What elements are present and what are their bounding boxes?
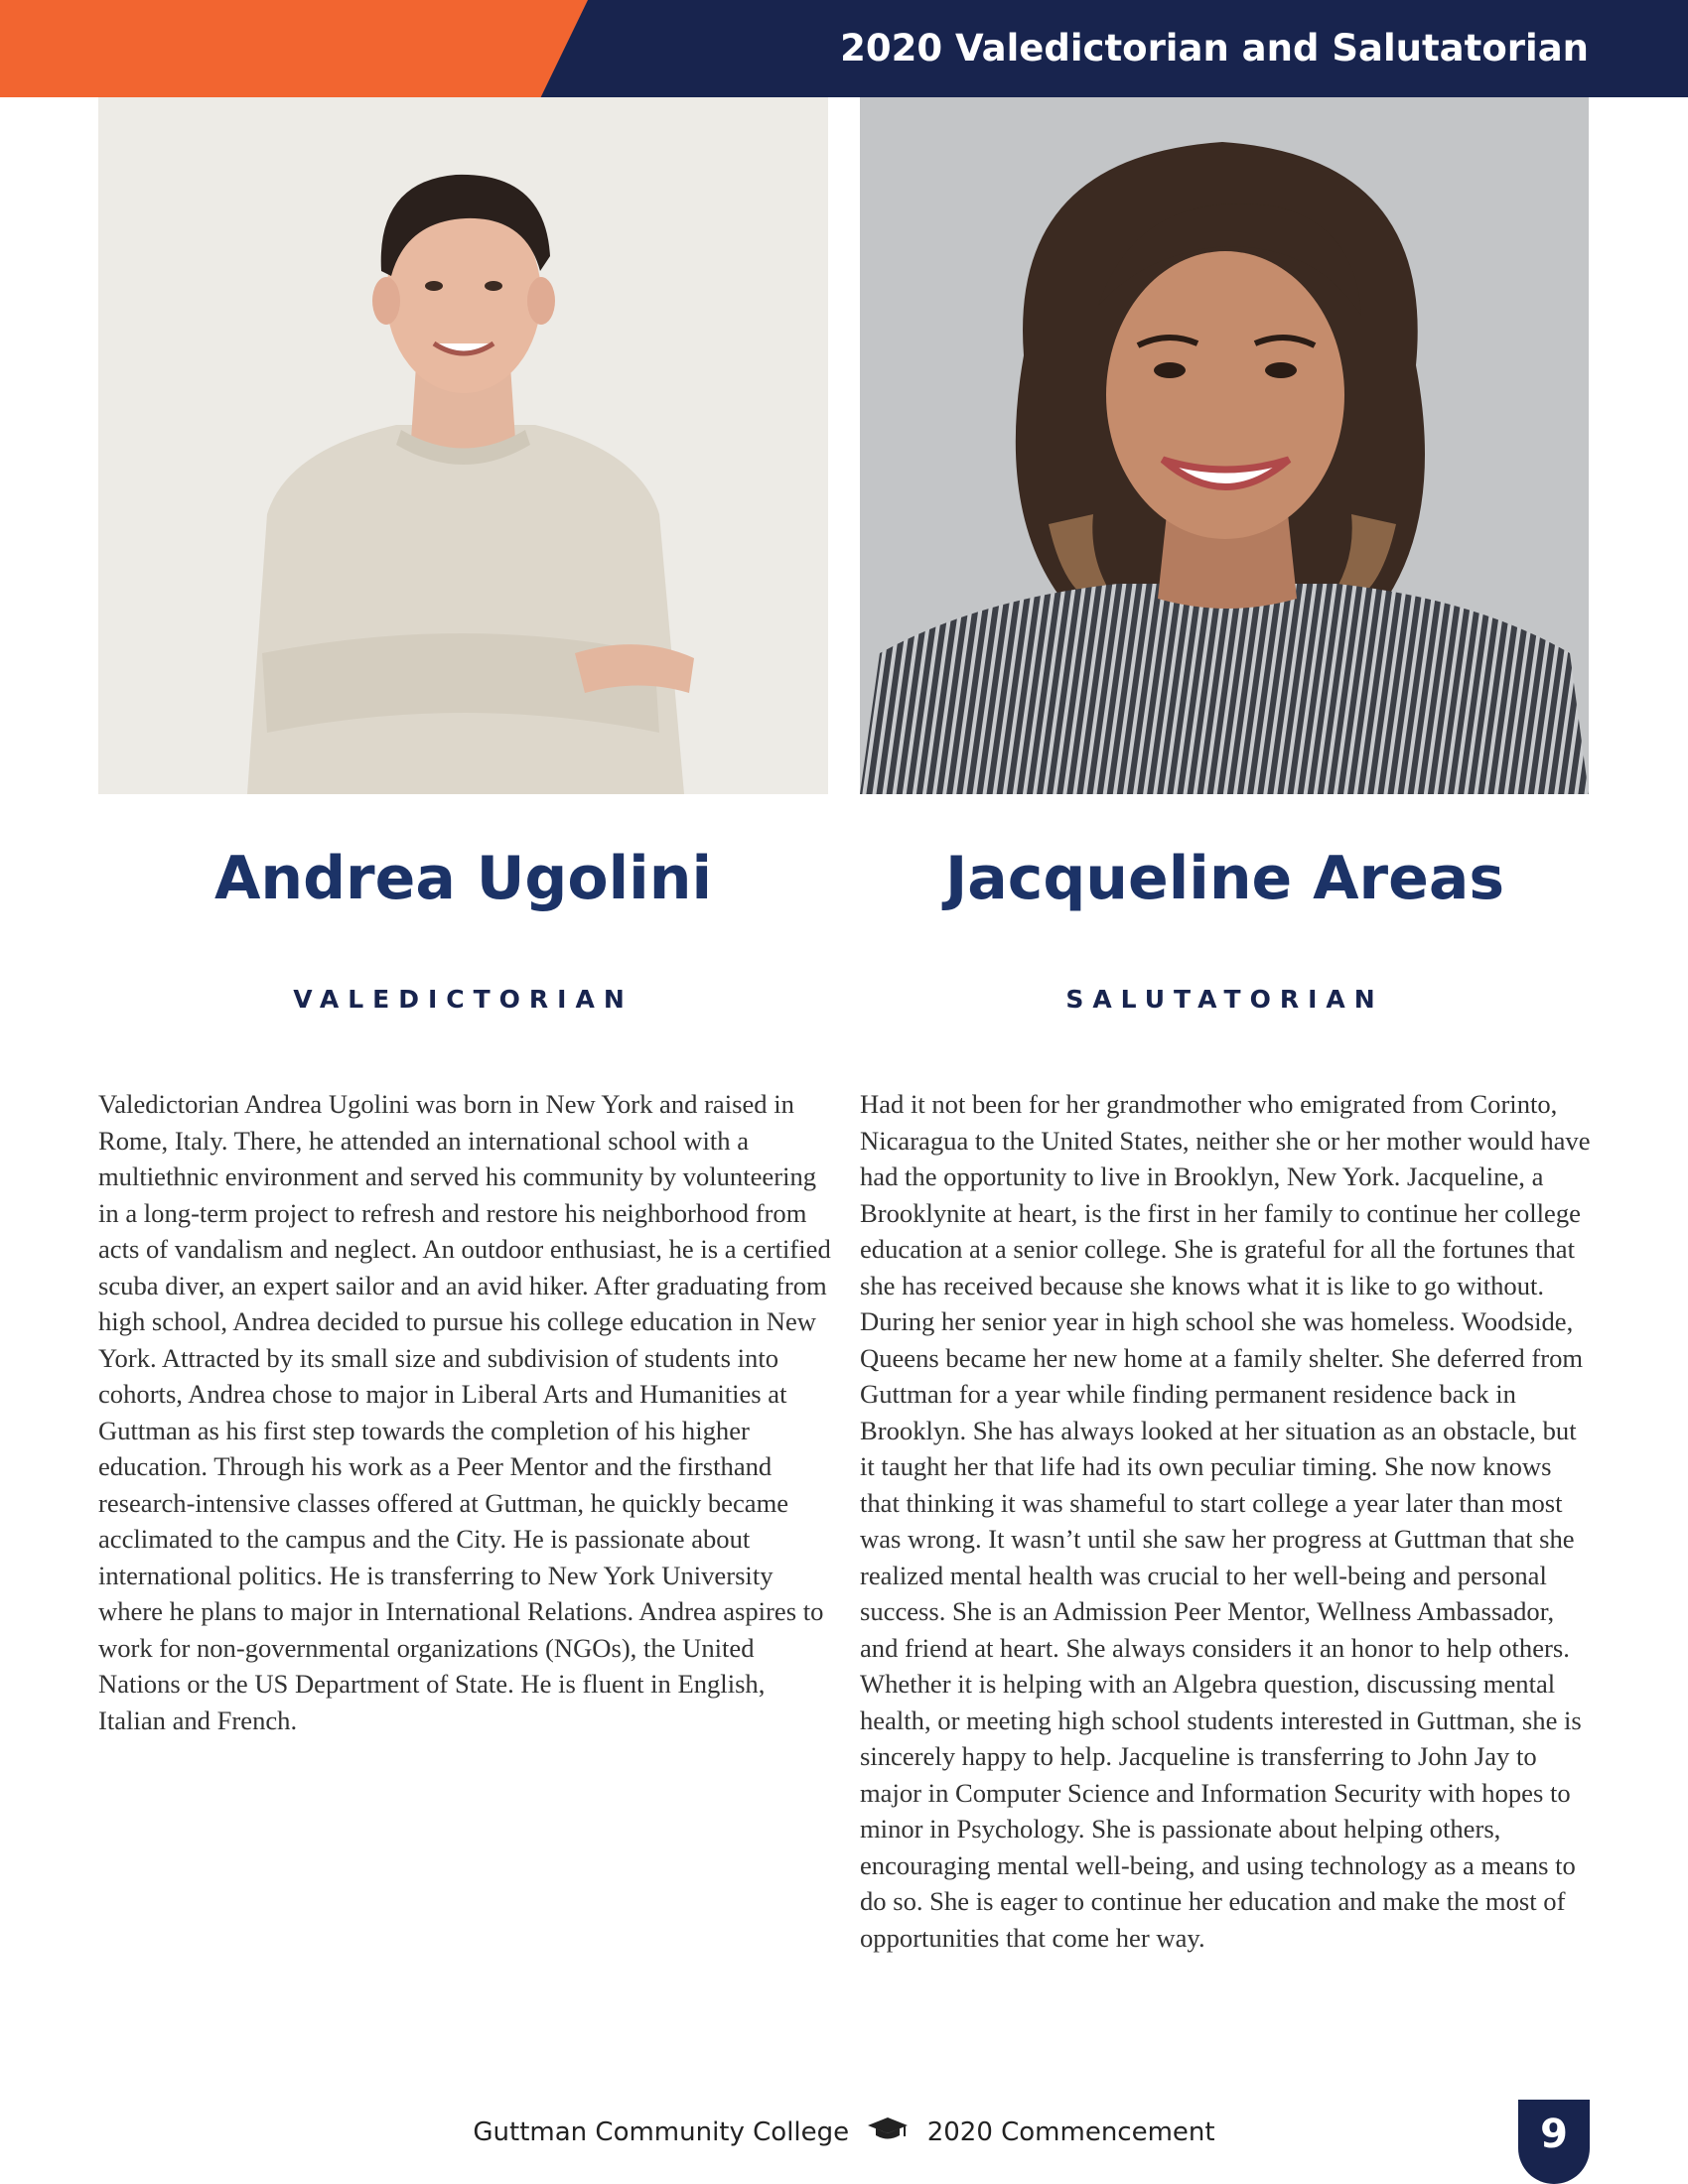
page-title: 2020 Valedictorian and Salutatorian — [840, 27, 1589, 69]
header-accent — [0, 0, 588, 97]
valedictorian-role: VALEDICTORIAN — [293, 985, 633, 1014]
footer — [0, 2113, 1688, 2153]
salutatorian-role: SALUTATORIAN — [1065, 985, 1384, 1014]
graduation-cap-icon — [867, 2114, 909, 2153]
andrea-photo — [98, 97, 828, 794]
footer-college: Guttman Community College — [473, 2117, 850, 2147]
valedictorian-bio: Valedictorian Andrea Ugolini was born in New York and raised in Rome, Italy. There, he attended an international school with a multiethnic environment and served his community by volunteering in a long-term project to refresh and restore his neighborhood from acts of vandalism and neglect. An outdoor enthusiast, he is a certified scuba diver, an expert sailor and an avid hiker. After graduating from high school, Andrea decided to pursue his college education in New York. Attracted by its small size and subdivision of students into cohorts, Andrea chose to major in Liberal Arts and Humanities at Guttman as his first step towards the completion of his higher education. Through his work as a Peer Mentor and the firsthand research-intensive classes offered at Guttman, he quickly became acclimated to the campus and the City. He is passionate about international politics. He is transferring to New York University where he plans to major in International Relations. Andrea aspires to work for non-governmental organizations (NGOs), the United Nations or the US Department of State. He is fluent in English, Italian and French. — [98, 1089, 831, 1735]
valedictorian-name: Andrea Ugolini — [213, 844, 713, 913]
footer-event: 2020 Commencement — [926, 2117, 1215, 2147]
page-number: 9 — [1518, 2100, 1590, 2184]
salutatorian-bio: Had it not been for her grandmother who emigrated from Corinto, Nicaragua to the United States, neither she or her mother would have had the opportunity to live in Brooklyn, New York. Jacqueline, a Brooklynite at heart, is the first in her family to continue her college education at a senior college. She is grateful for all the fortunes that she has received because she knows what it is like to go without. During her senior year in high school she was homeless. Woodside, Queens became her new home at a family shelter. She deferred from Guttman for a year while finding permanent residence back in Brooklyn. She has always looked at her situation as an obstacle, but it taught her that life had its own peculiar timing. She now knows that thinking it was shameful to start college a year later than most was wrong. It wasn’t until she saw her progress at Guttman that she realized mental health was crucial to her well-being and personal success. She is an Admission Peer Mentor, Wellness Ambassador, and friend at heart. She always considers it an honor to help others. Whether it is helping with an Algebra question, discussing mental health, or meeting high school students interested in Guttman, she is sincerely happy to help. Jacqueline is transferring to John Jay to major in Computer Science and Information Security with hopes to minor in Psychology. She is passionate about helping others, encouraging mental well-being, and using technology as a means to do so. She is eager to continue her education and make the most of opportunities that come her way. — [860, 1089, 1591, 1953]
jacqueline-photo — [860, 97, 1589, 794]
salutatorian-name: Jacqueline Areas — [944, 844, 1505, 913]
